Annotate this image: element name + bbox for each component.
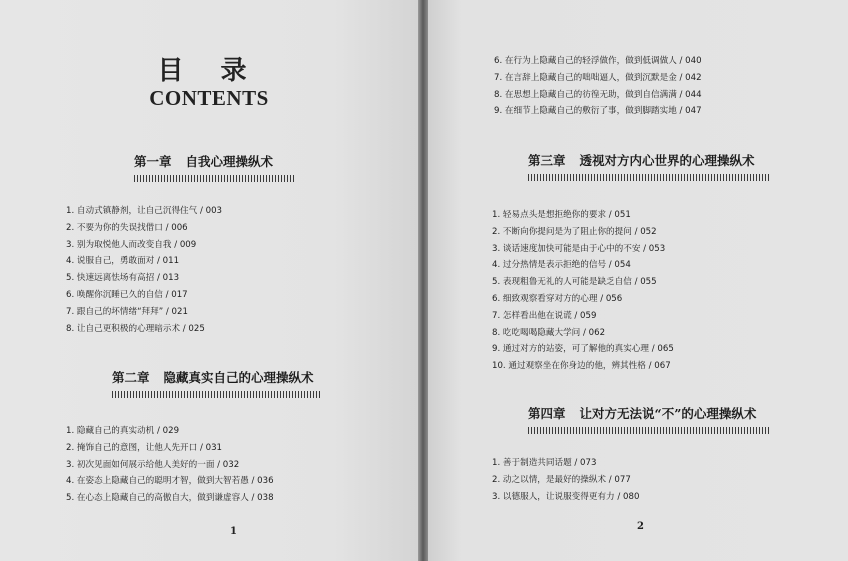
left-page	[0, 0, 418, 561]
toc-entry[interactable]: 6. 在行为上隐藏自己的轻浮做作，做到低调做人 / 040	[494, 56, 702, 66]
toc-entry[interactable]: 9. 通过对方的站姿，可了解他的真实心理 / 065	[492, 344, 674, 355]
chapter-number: 第四章	[528, 406, 566, 421]
toc-entry[interactable]: 4. 在姿态上隐藏自己的聪明才智，做到大智若愚 / 036	[66, 476, 274, 487]
chapter-number: 第二章	[112, 370, 150, 385]
toc-entry[interactable]: 7. 跟自己的坏情绪“拜拜” / 021	[66, 306, 188, 317]
toc-entry[interactable]: 3. 以德服人，让说服变得更有力 / 080	[492, 491, 640, 502]
chapter-2-items	[66, 423, 274, 507]
toc-subtitle: CONTENTS	[149, 86, 269, 110]
toc-entry[interactable]: 4. 说服自己，勇敢面对 / 011	[66, 256, 180, 267]
chapter-3-heading	[528, 151, 770, 181]
chapter-1-items	[66, 203, 222, 337]
toc-entry[interactable]: 5. 表现粗鲁无礼的人可能是缺乏自信 / 055	[492, 277, 657, 288]
page-number: 1	[230, 526, 237, 537]
chapter-rule	[112, 391, 322, 398]
toc-entry[interactable]: 1. 隐藏自己的真实动机 / 029	[66, 426, 180, 436]
toc-entry[interactable]: 8. 吃吃喝喝隐藏大学问 / 062	[492, 327, 606, 338]
chapter-4-items	[492, 455, 639, 505]
toc-entry[interactable]: 6. 细致观察看穿对方的心理 / 056	[492, 293, 623, 304]
toc-entry[interactable]: 3. 初次见面如何展示给他人美好的一面 / 032	[66, 459, 240, 470]
toc-entry[interactable]: 5. 在心态上隐藏自己的高傲自大，做到谦虚容人 / 038	[66, 493, 274, 504]
toc-entry[interactable]: 7. 在言辞上隐藏自己的咄咄逼人，做到沉默是金 / 042	[494, 72, 702, 83]
toc-entry[interactable]: 2. 不要为你的失误找借口 / 006	[66, 222, 188, 233]
chapter-number: 第一章	[134, 154, 172, 169]
chapter-title: 隐藏真实自己的心理操纵术	[163, 370, 314, 385]
toc-entry[interactable]: 1. 轻易点头是想拒绝你的要求 / 051	[492, 210, 631, 220]
chapter-rule	[528, 427, 770, 434]
toc-entry[interactable]: 8. 让自己更积极的心理暗示术 / 025	[66, 323, 205, 334]
chapter-2-continued-items	[494, 53, 702, 120]
chapter-3-items	[492, 207, 674, 375]
toc-entry[interactable]: 5. 快速远离怯场有高招 / 013	[66, 273, 180, 284]
toc-entry[interactable]: 4. 过分热情是表示拒绝的信号 / 054	[492, 260, 631, 271]
toc-entry[interactable]: 3. 谈话速度加快可能是由于心中的不安 / 053	[492, 243, 666, 254]
toc-title: 目 录	[157, 56, 261, 86]
toc-entry[interactable]: 2. 不断向你提问是为了阻止你的提问 / 052	[492, 226, 657, 237]
chapter-rule	[528, 174, 770, 181]
page-number: 2	[637, 521, 644, 532]
chapter-title: 让对方无法说“不”的心理操纵术	[579, 406, 757, 421]
toc-entry[interactable]: 8. 在思想上隐藏自己的彷徨无助，做到自信满满 / 044	[494, 89, 702, 100]
chapter-number: 第三章	[528, 153, 566, 168]
chapter-2-heading	[112, 368, 322, 398]
toc-entry[interactable]: 10. 通过观察坐在你身边的他，辨其性格 / 067	[492, 361, 671, 372]
chapter-title: 自我心理操纵术	[185, 154, 274, 169]
toc-entry[interactable]: 3. 别为取悦他人而改变自我 / 009	[66, 239, 197, 250]
toc-entry[interactable]: 6. 唤醒你沉睡已久的自信 / 017	[66, 289, 188, 300]
chapter-1-heading	[134, 152, 296, 182]
right-page	[428, 0, 848, 561]
toc-entry[interactable]: 7. 怎样看出他在说谎 / 059	[492, 310, 597, 321]
chapter-rule	[134, 175, 296, 182]
toc-entry[interactable]: 1. 自动式镇静剂，让自己沉得住气 / 003	[66, 206, 223, 216]
chapter-title: 透视对方内心世界的心理操纵术	[579, 153, 755, 168]
book-gutter	[418, 0, 428, 561]
toc-entry[interactable]: 9. 在细节上隐藏自己的敷衍了事，做到脚踏实地 / 047	[494, 106, 702, 117]
toc-entry[interactable]: 2. 掩饰自己的意图，让他人先开口 / 031	[66, 442, 223, 453]
toc-entry[interactable]: 1. 善于制造共同话题 / 073	[492, 458, 597, 468]
toc-entry[interactable]: 2. 动之以情，是最好的操纵术 / 077	[492, 474, 631, 485]
chapter-4-heading	[528, 404, 770, 434]
